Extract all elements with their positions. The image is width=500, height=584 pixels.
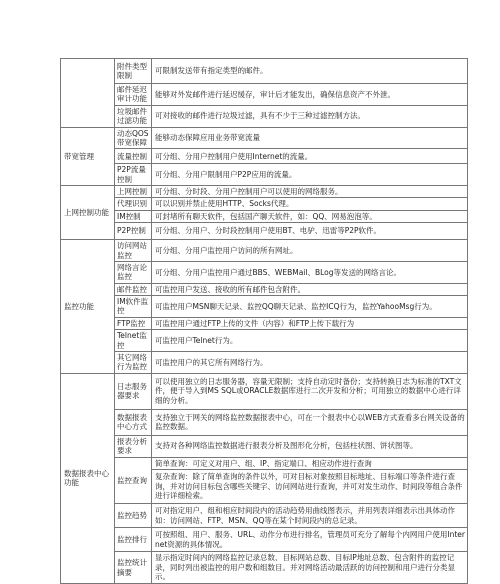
table-row: [61, 296, 468, 318]
feature-cell: 附件类型限制: [115, 59, 152, 84]
spec-table: [60, 58, 468, 584]
table-row: [61, 59, 468, 84]
spec-document: [60, 58, 468, 584]
table-row: [61, 552, 468, 584]
feature-cell: 上网控制: [115, 186, 152, 198]
table-row: [61, 351, 468, 373]
table-row: [61, 240, 468, 262]
table-row: [61, 210, 468, 222]
table-row: [61, 373, 468, 409]
feature-cell: 动态QOS带宽保障: [115, 127, 152, 149]
table-row: [61, 84, 468, 106]
description-cell: 可监控用户MSN聊天记录、监控QQ聊天记录、监控ICQ行为，监控YahooMsg行为。: [152, 296, 468, 318]
table-row: [61, 504, 468, 528]
description-cell: 可以使用独立的日志服务器，容量无限制；支持自动定时备份；支持转换日志为标准的TXT文件，便于导入到MS SQL或ORACLE数据库进行二次开发和分析；可用独立的数据中心进行详细的分析。: [152, 373, 468, 409]
table-row: [61, 261, 468, 283]
description-cell: 可封堵所有聊天软件，包括国产聊天软件，如：QQ、网易泡泡等。: [152, 210, 468, 222]
table-row: [61, 186, 468, 198]
category-cell: 带宽管理: [61, 127, 115, 186]
table-row: [61, 149, 468, 164]
table-row: [61, 198, 468, 210]
table-row: [61, 528, 468, 552]
feature-cell: 网络言论监控: [115, 261, 152, 283]
description-cell: 显示指定时间内的网络监控记录总数、目标网站总数、目标IP地址总数、包含附件的监控记录，同时列出被监控的用户数和组数目。并对网络活动最活跃的访问控制和用户进行分类显示。: [152, 552, 468, 584]
feature-cell: 访问网站监控: [115, 240, 152, 262]
description-cell: 可监控用户通过FTP上传的文件（内容）和FTP上传下载行为: [152, 317, 468, 329]
description-cell: 可分组、分时段、分用户控制用户可以使用的网络服务。: [152, 186, 468, 198]
feature-cell: P2P控制: [115, 223, 152, 240]
description-cell: 可对接收的邮件进行垃圾过滤，具有不少于三种过滤控制方法。: [152, 105, 468, 127]
description-cell: 可限制发送带有指定类型的邮件。: [152, 59, 468, 84]
category-cell: 监控功能: [61, 240, 115, 374]
feature-cell: P2P流量控制: [115, 164, 152, 186]
table-row: [61, 105, 468, 127]
category-cell: 上网控制功能: [61, 186, 115, 240]
feature-cell: 报表分析要求: [115, 435, 152, 457]
description-cell: 可分组、分用户监控用户访问的所有网址。: [152, 240, 468, 262]
table-row: [61, 164, 468, 186]
feature-cell: Telnet监控: [115, 330, 152, 352]
feature-cell: 代理识别: [115, 198, 152, 210]
description-cell: 支持独立于网关的网络监控数据报表中心，可在一个报表中心以WEB方式查看多台网关设备的监控数据。: [152, 409, 468, 435]
table-row: [61, 127, 468, 149]
description-cell: 可分组、分用户限制用户P2P应用的流量。: [152, 164, 468, 186]
description-cell: 能够对外发邮件进行延迟缓存，审计后才能发出，确保信息资产不外泄。: [152, 84, 468, 106]
description-cell: 可监控用户的其它所有网络行为。: [152, 351, 468, 373]
feature-cell: 数据报表中心方式: [115, 409, 152, 435]
feature-cell: 其它网络行为监控: [115, 351, 152, 373]
feature-cell: 垃圾邮件过滤功能: [115, 105, 152, 127]
description-cell: 复杂查询：除了简单查询的条件以外，可对目标对象按照目标地址、目标端口等条件进行查询，并对访问目标包含哪些关键字、访问网站进行查询，并可对发生动作、时间段等组合条件进行详细检索。: [152, 470, 468, 504]
description-cell: 可监控用户发送、接收的所有邮件包含附件。: [152, 283, 468, 295]
table-row: [61, 457, 468, 469]
description-cell: 可分组、分用户控制用户使用Internet的流量。: [152, 149, 468, 164]
table-row: [61, 330, 468, 352]
feature-cell: 监控排行: [115, 528, 152, 552]
description-cell: 能够动态保障应用业务带宽流量: [152, 127, 468, 149]
description-cell: 可分组、分用户、分时段控制用户使用BT、电驴、迅雷等P2P软件。: [152, 223, 468, 240]
feature-cell: 邮件监控: [115, 283, 152, 295]
feature-cell: FTP监控: [115, 317, 152, 329]
feature-cell: 监控统计摘要: [115, 552, 152, 584]
feature-cell: 邮件延迟审计功能: [115, 84, 152, 106]
table-row: [61, 223, 468, 240]
table-row: [61, 317, 468, 329]
feature-cell: IM控制: [115, 210, 152, 222]
table-row: [61, 409, 468, 435]
description-cell: 可分组、分用户监控用户通过BBS、WEBMail、BLog等发送的网络言论。: [152, 261, 468, 283]
category-cell: 数据报表中心功能: [61, 373, 115, 583]
category-cell: [61, 59, 115, 128]
feature-cell: 监控查询: [115, 457, 152, 503]
description-cell: 可对指定用户、组和相应时间段内的活动趋势用曲线图表示，并用列表详细表示出具体动作如：访问网站、FTP、MSN、QQ等在某个时间段内的总记录。: [152, 504, 468, 528]
description-cell: 可监控用户Telnet行为。: [152, 330, 468, 352]
description-cell: 简单查询：可定义对用户、组、IP、指定端口、相应动作进行查询: [152, 457, 468, 469]
description-cell: 支持对各种网络监控数据进行报表分析及图形化分析，包括柱状图、饼状图等。: [152, 435, 468, 457]
table-row: [61, 283, 468, 295]
feature-cell: 流量控制: [115, 149, 152, 164]
feature-cell: 监控趋势: [115, 504, 152, 528]
table-row: [61, 435, 468, 457]
feature-cell: IM软件监控: [115, 296, 152, 318]
description-cell: 可按照组、用户、服务、URL、动作分布进行排名，管理员可充分了解每个内网用户使用Internet资源的具体情况。: [152, 528, 468, 552]
description-cell: 可以识别并禁止使用HTTP、Socks代理。: [152, 198, 468, 210]
feature-cell: 日志服务器要求: [115, 373, 152, 409]
